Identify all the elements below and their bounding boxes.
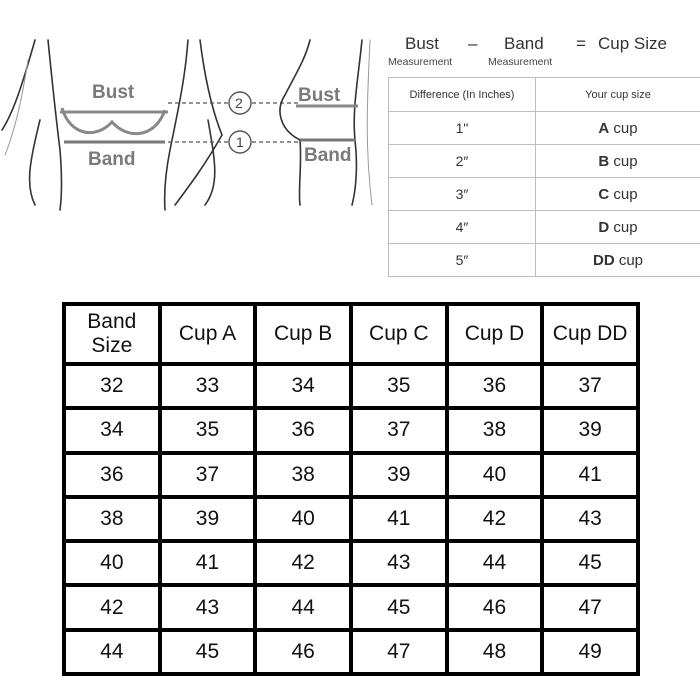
cup-letter: B [598, 152, 610, 170]
size-cell: 46 [255, 630, 351, 674]
difference-cell: 3″ [389, 178, 536, 211]
cup-dd-header: Cup DD [542, 304, 638, 364]
size-cell: 35 [160, 408, 256, 452]
bust-term [388, 34, 452, 68]
svg-text:1: 1 [236, 134, 244, 150]
size-cell: 40 [255, 497, 351, 541]
size-table-row [64, 408, 638, 452]
size-cell: 43 [542, 497, 638, 541]
cup-word: cup [613, 152, 638, 170]
cup-word: cup [613, 185, 638, 203]
size-cell: 35 [351, 364, 447, 408]
cup-word: cup [618, 251, 644, 269]
measurement-illustration [0, 0, 390, 215]
size-cell: 37 [351, 408, 447, 452]
size-cell: 46 [447, 585, 543, 629]
size-cell: 36 [255, 408, 351, 452]
equals-sign: = [576, 34, 586, 53]
cup-difference-table [388, 77, 700, 277]
band-label-side: Band [304, 145, 352, 166]
band-size-cell: 36 [64, 453, 160, 497]
size-table-row [64, 497, 638, 541]
size-cell: 39 [160, 497, 256, 541]
size-cell: 45 [160, 630, 256, 674]
front-figure [2, 40, 222, 210]
bust-label-side: Bust [298, 85, 341, 106]
size-table-row [64, 541, 638, 585]
cup-cell [536, 244, 700, 277]
size-table-header-row [64, 304, 638, 364]
size-cell: 43 [160, 585, 256, 629]
band-size-cell: 38 [64, 497, 160, 541]
cup-cell [536, 145, 700, 178]
minus-sign: – [468, 34, 478, 53]
bust-term-sub: Measurement [388, 56, 453, 68]
cup-c-header: Cup C [351, 304, 447, 364]
size-cell: 38 [255, 453, 351, 497]
cup-cell [536, 112, 700, 145]
size-cell: 47 [542, 585, 638, 629]
svg-text:2: 2 [235, 95, 243, 111]
cup-table-row [389, 112, 700, 145]
band-size-cell: 42 [64, 585, 160, 629]
cup-d-header: Cup D [447, 304, 543, 364]
size-cell: 41 [160, 541, 256, 585]
size-cell: 37 [542, 364, 638, 408]
side-figure [280, 40, 372, 205]
cup-letter: C [598, 185, 610, 203]
size-cell: 45 [351, 585, 447, 629]
cup-a-header: Cup A [160, 304, 256, 364]
difference-cell: 1" [389, 112, 536, 145]
band-size-cell: 32 [64, 364, 160, 408]
cup-letter: DD [592, 251, 615, 269]
cup-cell [536, 178, 700, 211]
band-size-cell: 34 [64, 408, 160, 452]
difference-cell: 2″ [389, 145, 536, 178]
cup-letter: D [598, 218, 610, 236]
size-cell: 41 [351, 497, 447, 541]
size-cell: 42 [255, 541, 351, 585]
difference-cell: 4″ [389, 211, 536, 244]
band-step-marker [229, 131, 251, 153]
size-cell: 42 [447, 497, 543, 541]
size-cell: 49 [542, 630, 638, 674]
size-cell: 47 [351, 630, 447, 674]
size-table-row [64, 585, 638, 629]
size-cell: 43 [351, 541, 447, 585]
size-cell: 45 [542, 541, 638, 585]
cup-table-row [389, 211, 700, 244]
size-cell: 36 [447, 364, 543, 408]
size-cell: 48 [447, 630, 543, 674]
cup-table-row [389, 145, 700, 178]
cup-b-header: Cup B [255, 304, 351, 364]
cup-letter: A [598, 119, 610, 137]
difference-header: Difference (In Inches) [389, 78, 536, 112]
bust-label-front: Bust [92, 82, 135, 103]
band-size-cell: 44 [64, 630, 160, 674]
size-cell: 41 [542, 453, 638, 497]
difference-cell: 5″ [389, 244, 536, 277]
bust-step-marker [229, 92, 251, 114]
size-table-row [64, 453, 638, 497]
band-size-table [62, 302, 640, 676]
cup-size-formula [388, 34, 688, 74]
size-cell: 40 [447, 453, 543, 497]
size-cell: 37 [160, 453, 256, 497]
band-term-label: Band [504, 34, 544, 53]
cup-word: cup [613, 218, 638, 236]
size-cell: 38 [447, 408, 543, 452]
bust-term-label: Bust [405, 34, 440, 53]
cup-table-row [389, 244, 700, 277]
cup-cell [536, 211, 700, 244]
band-term-sub: Measurement [488, 56, 553, 68]
band-term [488, 34, 552, 68]
size-cell: 39 [351, 453, 447, 497]
size-cell: 34 [255, 364, 351, 408]
band-size-cell: 40 [64, 541, 160, 585]
cup-size-header: Your cup size [536, 78, 700, 112]
size-cell: 44 [447, 541, 543, 585]
band-size-header: Band Size [64, 304, 160, 364]
cup-table-header-row [389, 78, 700, 112]
size-table-row [64, 364, 638, 408]
cup-word: cup [613, 119, 638, 137]
size-cell: 39 [542, 408, 638, 452]
cup-table-row [389, 178, 700, 211]
cup-size-result: Cup Size [598, 34, 667, 53]
size-table-row [64, 630, 638, 674]
size-cell: 44 [255, 585, 351, 629]
size-cell: 33 [160, 364, 256, 408]
band-label-front: Band [88, 149, 136, 170]
